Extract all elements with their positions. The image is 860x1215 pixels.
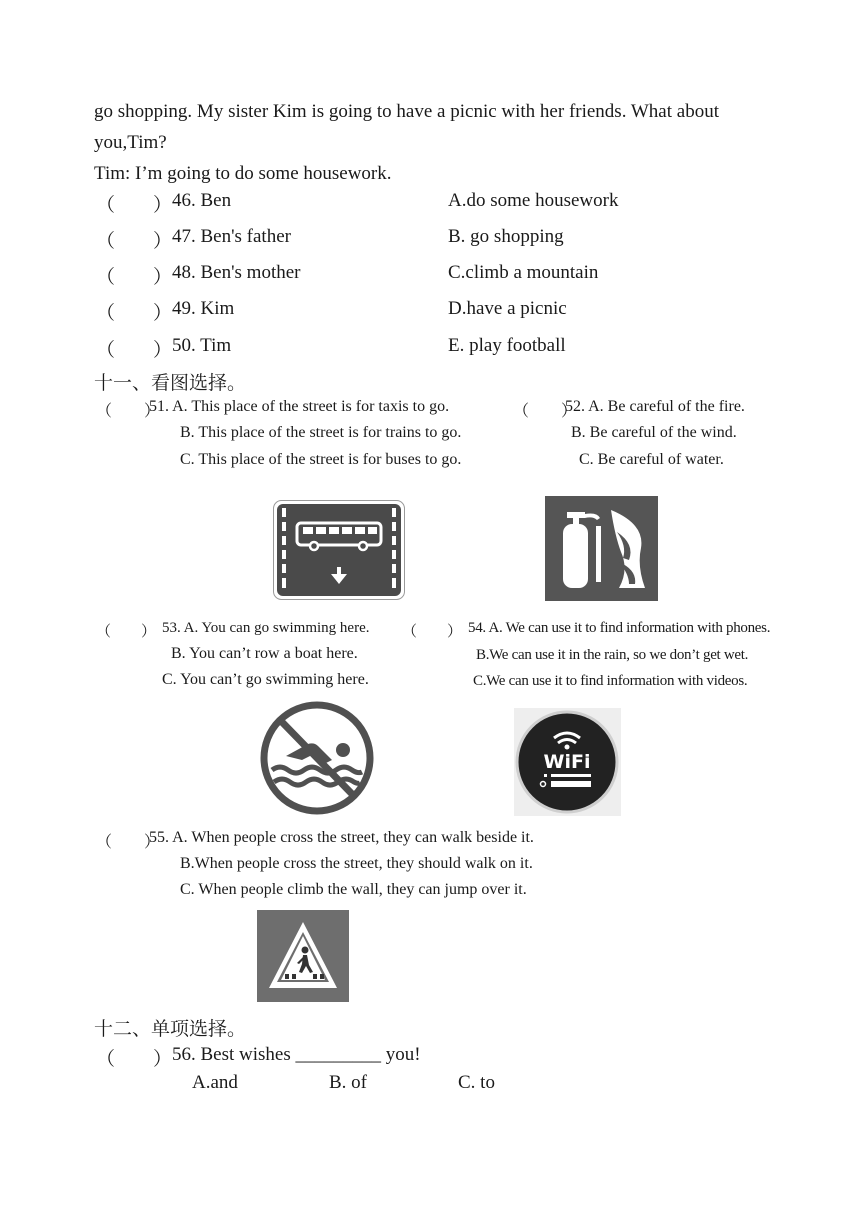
section-11-heading: 十一、看图选择。: [94, 372, 247, 394]
q56-option-b: B. of: [329, 1072, 367, 1093]
pedestrian-crossing-sign-icon: [257, 910, 349, 1002]
option-b: B. go shopping: [448, 226, 564, 247]
answer-paren-54[interactable]: （ ）: [402, 624, 463, 640]
q56-option-a: A.and: [192, 1072, 238, 1093]
wifi-label: WiFi: [543, 751, 591, 773]
no-swimming-sign-icon: [258, 700, 376, 816]
option-c: C.climb a mountain: [448, 262, 599, 283]
q56-stem: 56. Best wishes _________ you!: [172, 1044, 421, 1065]
answer-paren-56[interactable]: （ ）: [96, 1049, 173, 1070]
q53-option-b: B. You can’t row a boat here.: [171, 645, 358, 662]
passage-line-1: go shopping. My sister Kim is going to have a picnic with her friends. What about: [94, 101, 719, 122]
answer-paren-47[interactable]: （ ）: [96, 231, 173, 252]
q55-option-a: 55. A. When people cross the street, they can walk beside it.: [149, 829, 534, 846]
answer-paren-50[interactable]: （ ）: [96, 340, 173, 361]
bus-lane-sign-icon: [273, 500, 405, 600]
q53-option-a: 53. A. You can go swimming here.: [162, 620, 370, 636]
q54-option-b: B.We can use it in the rain, so we don’t get wet.: [476, 647, 749, 663]
wifi-sign-icon: [514, 708, 621, 816]
q54-option-a: 54. A. We can use it to find information with phones.: [468, 620, 771, 636]
question-47: 47. Ben's father: [172, 226, 291, 247]
q52-option-b: B. Be careful of the wind.: [571, 424, 737, 441]
answer-paren-51[interactable]: （ ）: [96, 403, 161, 420]
option-d: D.have a picnic: [448, 298, 567, 319]
question-48: 48. Ben's mother: [172, 262, 301, 283]
section-12-heading: 十二、单项选择。: [94, 1018, 247, 1040]
answer-paren-46[interactable]: （ ）: [96, 195, 173, 216]
answer-paren-49[interactable]: （ ）: [96, 303, 173, 324]
q54-option-c: C.We can use it to find information with videos.: [473, 673, 748, 689]
answer-paren-55[interactable]: （ ）: [96, 834, 161, 851]
fire-extinguisher-sign-icon: [545, 496, 658, 601]
passage-line-2: you,Tim?: [94, 132, 167, 153]
q51-option-c: C. This place of the street is for buses to go.: [180, 451, 462, 468]
question-46: 46. Ben: [172, 190, 232, 211]
q52-option-c: C. Be careful of water.: [579, 451, 724, 468]
q56-option-c: C. to: [458, 1072, 495, 1093]
option-e: E. play football: [448, 335, 566, 356]
q55-option-c: C. When people climb the wall, they can jump over it.: [180, 881, 527, 898]
question-50: 50. Tim: [172, 335, 232, 356]
passage-line-3: Tim: I’m going to do some housework.: [94, 163, 392, 184]
q55-option-b: B.When people cross the street, they should walk on it.: [180, 855, 533, 872]
answer-paren-53[interactable]: （ ）: [96, 624, 157, 640]
answer-paren-52[interactable]: （ ）: [513, 403, 578, 420]
option-a: A.do some housework: [448, 190, 619, 211]
question-49: 49. Kim: [172, 298, 235, 319]
answer-paren-48[interactable]: （ ）: [96, 267, 173, 288]
q51-option-b: B. This place of the street is for trains to go.: [180, 424, 462, 441]
q51-option-a: 51. A. This place of the street is for taxis to go.: [149, 398, 450, 415]
q53-option-c: C. You can’t go swimming here.: [162, 671, 369, 688]
q52-option-a: 52. A. Be careful of the fire.: [565, 398, 745, 415]
